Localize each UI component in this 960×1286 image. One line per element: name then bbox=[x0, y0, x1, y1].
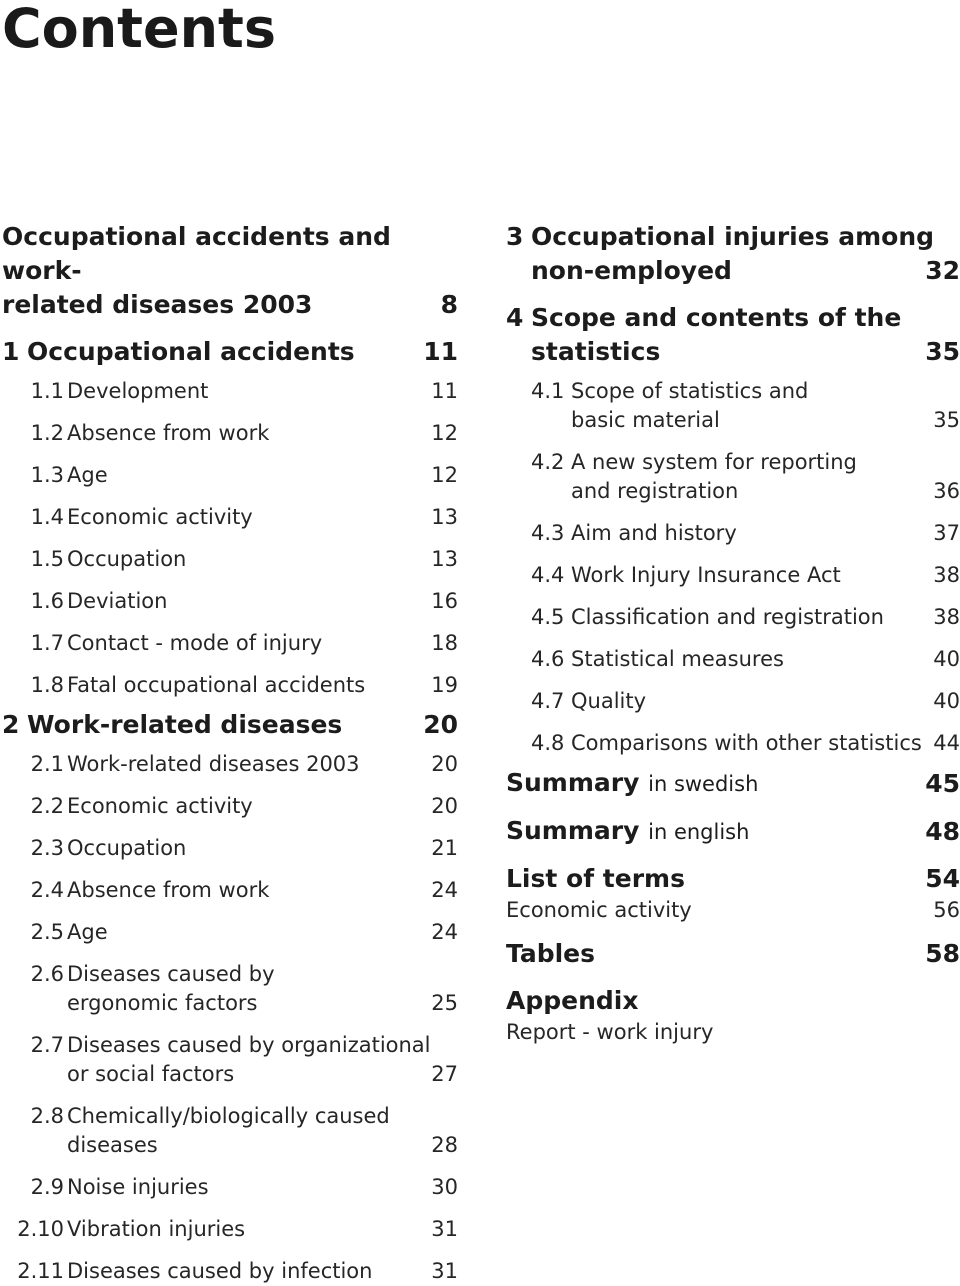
page-number: 35 bbox=[933, 408, 960, 432]
section-title: Occupation bbox=[67, 836, 187, 860]
section-title: Classification and registration bbox=[571, 605, 884, 629]
page-number: 35 bbox=[925, 337, 960, 366]
page-number: 37 bbox=[933, 521, 960, 545]
section-title: Comparisons with other statistics bbox=[571, 731, 922, 755]
section-title: Quality bbox=[571, 689, 647, 713]
section-number: 2.8 bbox=[30, 1104, 64, 1128]
section-title: Economic activity bbox=[506, 898, 692, 922]
section-number: 2.9 bbox=[30, 1175, 64, 1199]
page-number: 11 bbox=[423, 337, 458, 366]
toc-summary-swedish[interactable] bbox=[506, 766, 960, 801]
section-title: Absence from work bbox=[67, 421, 270, 445]
toc-entry[interactable] bbox=[506, 645, 960, 674]
toc-entry[interactable] bbox=[506, 687, 960, 716]
toc-entry[interactable] bbox=[2, 503, 458, 532]
section-number: 2.7 bbox=[30, 1033, 64, 1057]
page-number: 18 bbox=[431, 631, 458, 655]
page-number: 25 bbox=[431, 991, 458, 1015]
toc-entry[interactable] bbox=[506, 377, 960, 435]
toc-entry[interactable] bbox=[2, 629, 458, 658]
page-title: Contents bbox=[2, 0, 277, 60]
section-number: 1.8 bbox=[30, 673, 64, 697]
toc-entry-intro[interactable] bbox=[2, 220, 458, 322]
toc-chapter-3[interactable] bbox=[506, 220, 960, 288]
section-title: Deviation bbox=[67, 589, 168, 613]
toc-entry[interactable] bbox=[506, 729, 960, 758]
section-number: 1.6 bbox=[30, 589, 64, 613]
toc-entry[interactable] bbox=[2, 1257, 458, 1286]
toc-entry[interactable] bbox=[2, 461, 458, 490]
toc-entry-title: Occupational accidents and work- related diseases 2003 bbox=[2, 222, 391, 319]
chapter-title: Occupational injuries among non-employed bbox=[531, 222, 935, 285]
page-number: 27 bbox=[431, 1062, 458, 1086]
page-number: 48 bbox=[925, 817, 960, 846]
section-number: 4.3 bbox=[531, 521, 565, 545]
page-number: 44 bbox=[933, 731, 960, 755]
chapter-title: Summary in swedish bbox=[506, 768, 759, 797]
page-number: 8 bbox=[440, 290, 458, 319]
page-number: 16 bbox=[431, 589, 458, 613]
page-number: 21 bbox=[431, 836, 458, 860]
section-number: 4.2 bbox=[531, 450, 565, 474]
page-number: 31 bbox=[431, 1217, 458, 1241]
section-title: Diseases caused by ergonomic factors bbox=[67, 962, 275, 1015]
page-number: 31 bbox=[431, 1259, 458, 1283]
section-title: Diseases caused by infection bbox=[67, 1259, 373, 1283]
toc-right-column bbox=[506, 220, 960, 1046]
toc-entry[interactable] bbox=[506, 519, 960, 548]
page-number: 58 bbox=[925, 939, 960, 968]
section-title: Contact - mode of injury bbox=[67, 631, 323, 655]
page-number: 13 bbox=[431, 505, 458, 529]
section-title: Vibration injuries bbox=[67, 1217, 246, 1241]
page-number: 12 bbox=[431, 421, 458, 445]
toc-entry[interactable] bbox=[506, 448, 960, 506]
section-title: Economic activity bbox=[67, 505, 253, 529]
section-title: Economic activity bbox=[67, 794, 253, 818]
toc-entry[interactable] bbox=[506, 603, 960, 632]
page-number: 54 bbox=[925, 864, 960, 893]
section-number: 1.2 bbox=[30, 421, 64, 445]
page-number: 20 bbox=[431, 794, 458, 818]
section-number: 2.6 bbox=[30, 962, 64, 986]
page-number: 56 bbox=[933, 898, 960, 922]
page-number: 28 bbox=[431, 1133, 458, 1157]
section-number: 1.7 bbox=[30, 631, 64, 655]
page-number: 32 bbox=[925, 256, 960, 285]
toc-entry[interactable] bbox=[2, 750, 458, 779]
chapter-title: Work-related diseases bbox=[27, 710, 343, 739]
section-title: Aim and history bbox=[571, 521, 737, 545]
section-title: Chemically/biologically caused diseases bbox=[67, 1104, 390, 1157]
toc-entry[interactable] bbox=[2, 834, 458, 863]
section-number: 4.6 bbox=[531, 647, 565, 671]
section-number: 1.3 bbox=[30, 463, 64, 487]
page-number: 36 bbox=[933, 479, 960, 503]
toc-entry-terms-sub[interactable] bbox=[506, 896, 960, 924]
page-number: 24 bbox=[431, 878, 458, 902]
section-title: Development bbox=[67, 379, 209, 403]
section-number: 2.1 bbox=[30, 752, 64, 776]
chapter-number: 1 bbox=[2, 337, 20, 366]
section-title: Occupation bbox=[67, 547, 187, 571]
section-number: 2.4 bbox=[30, 878, 64, 902]
toc-entry[interactable] bbox=[2, 587, 458, 616]
page-number: 30 bbox=[431, 1175, 458, 1199]
toc-entry[interactable] bbox=[2, 1173, 458, 1202]
toc-list-of-terms[interactable] bbox=[506, 862, 960, 896]
toc-entry[interactable] bbox=[2, 545, 458, 574]
toc-entry[interactable] bbox=[2, 918, 458, 947]
section-title: Work Injury Insurance Act bbox=[571, 563, 841, 587]
page-number: 45 bbox=[925, 769, 960, 798]
section-number: 2.5 bbox=[30, 920, 64, 944]
toc-chapter-4[interactable] bbox=[506, 301, 960, 369]
section-number: 4.5 bbox=[531, 605, 565, 629]
page-number: 40 bbox=[933, 647, 960, 671]
page-number: 38 bbox=[933, 605, 960, 629]
toc-entry[interactable] bbox=[2, 419, 458, 448]
section-number: 4.1 bbox=[531, 379, 565, 403]
section-number: 2.11 bbox=[17, 1259, 64, 1283]
toc-entry[interactable] bbox=[2, 876, 458, 905]
toc-entry[interactable] bbox=[2, 1102, 458, 1160]
section-number: 1.4 bbox=[30, 505, 64, 529]
toc-chapter-1[interactable] bbox=[2, 335, 458, 369]
toc-summary-english[interactable] bbox=[506, 814, 960, 849]
page-number: 40 bbox=[933, 689, 960, 713]
page-number: 20 bbox=[431, 752, 458, 776]
chapter-title: List of terms bbox=[506, 864, 685, 893]
toc-entry[interactable] bbox=[2, 671, 458, 700]
page-number: 13 bbox=[431, 547, 458, 571]
toc-entry[interactable] bbox=[2, 792, 458, 821]
section-title: Work-related diseases 2003 bbox=[67, 752, 360, 776]
chapter-title: Scope and contents of the statistics bbox=[531, 303, 902, 366]
chapter-number: 3 bbox=[506, 222, 524, 251]
page-number: 19 bbox=[431, 673, 458, 697]
page-number: 12 bbox=[431, 463, 458, 487]
section-title: A new system for reporting and registration bbox=[571, 450, 857, 503]
toc-entry[interactable] bbox=[2, 1215, 458, 1244]
section-title: Fatal occupational accidents bbox=[67, 673, 366, 697]
toc-chapter-2[interactable] bbox=[2, 708, 458, 742]
toc-entry[interactable] bbox=[2, 1031, 458, 1089]
chapter-title: Occupational accidents bbox=[27, 337, 355, 366]
page-number: 11 bbox=[431, 379, 458, 403]
section-number: 2.10 bbox=[17, 1217, 64, 1241]
section-number: 1.1 bbox=[30, 379, 64, 403]
section-number: 4.8 bbox=[531, 731, 565, 755]
chapter-title: Summary in english bbox=[506, 816, 750, 845]
chapter-title: Tables bbox=[506, 939, 596, 968]
section-title: Noise injuries bbox=[67, 1175, 209, 1199]
section-title: Age bbox=[67, 920, 108, 944]
chapter-number: 4 bbox=[506, 303, 524, 332]
section-number: 2.2 bbox=[30, 794, 64, 818]
section-title: Diseases caused by organizational or social factors bbox=[67, 1033, 431, 1086]
chapter-number: 2 bbox=[2, 710, 20, 739]
page-number: 20 bbox=[423, 710, 458, 739]
toc-entry[interactable] bbox=[2, 377, 458, 406]
page-number: 24 bbox=[431, 920, 458, 944]
toc-appendix[interactable] bbox=[506, 984, 960, 1018]
toc-tables[interactable] bbox=[506, 937, 960, 971]
toc-entry[interactable] bbox=[2, 960, 458, 1018]
section-number: 4.4 bbox=[531, 563, 565, 587]
section-number: 4.7 bbox=[531, 689, 565, 713]
page-number: 38 bbox=[933, 563, 960, 587]
toc-entry[interactable] bbox=[506, 561, 960, 590]
section-number: 2.3 bbox=[30, 836, 64, 860]
section-title: Statistical measures bbox=[571, 647, 784, 671]
section-title: Age bbox=[67, 463, 108, 487]
section-number: 1.5 bbox=[30, 547, 64, 571]
section-title: Report - work injury bbox=[506, 1020, 714, 1044]
section-title: Absence from work bbox=[67, 878, 270, 902]
chapter-title: Appendix bbox=[506, 986, 639, 1015]
toc-left-column bbox=[2, 220, 458, 1286]
section-title: Scope of statistics and basic material bbox=[571, 379, 809, 432]
toc-entry-appendix-sub[interactable] bbox=[506, 1018, 960, 1046]
